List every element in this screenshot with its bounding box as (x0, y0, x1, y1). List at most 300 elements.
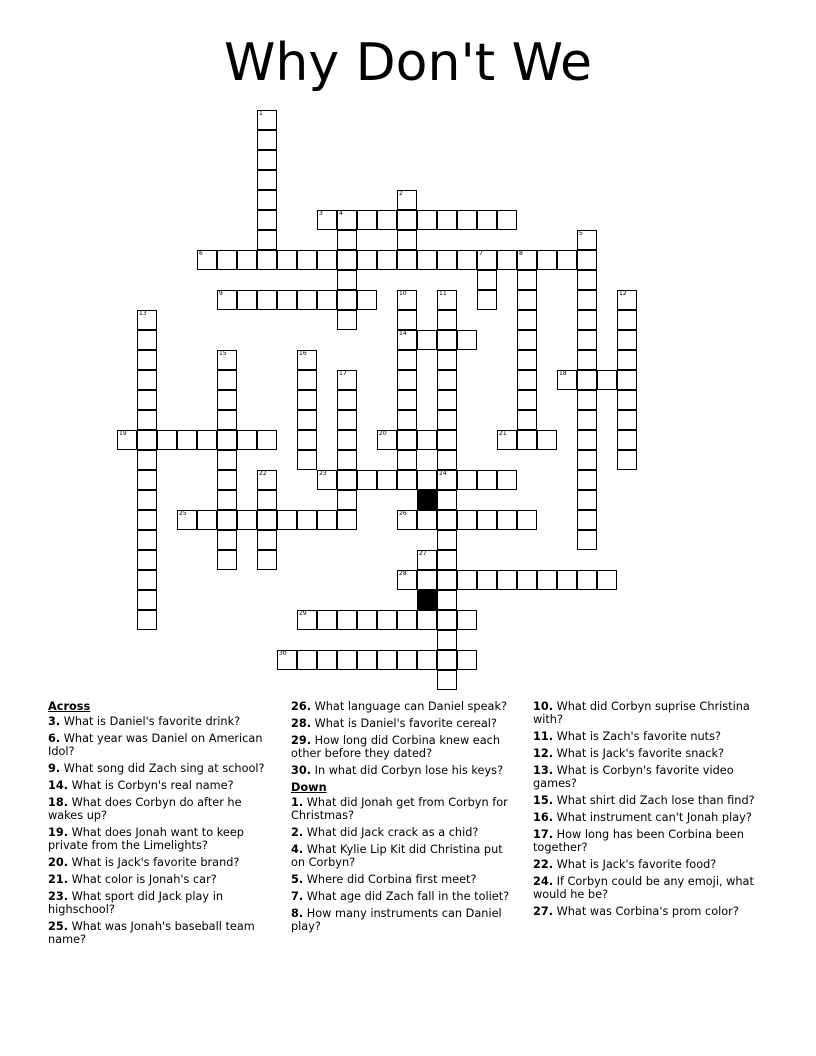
grid-cell[interactable] (157, 430, 177, 450)
clue-text: What age did Zach fall in the toliet? (303, 890, 510, 903)
grid-cell[interactable] (477, 570, 497, 590)
grid-cell[interactable] (477, 270, 497, 290)
grid-cell[interactable] (577, 250, 597, 270)
grid-cell[interactable] (517, 350, 537, 370)
clue-num: 23. (48, 890, 69, 903)
grid-cell[interactable] (257, 230, 277, 250)
grid-cell[interactable] (397, 510, 417, 530)
across-clue (291, 700, 519, 713)
grid-cell[interactable] (137, 610, 157, 630)
grid-cell[interactable] (377, 210, 397, 230)
down-clue (533, 811, 773, 824)
grid-cell[interactable] (337, 230, 357, 250)
grid-cell[interactable] (397, 390, 417, 410)
grid-cell[interactable] (357, 290, 377, 310)
grid-cell[interactable] (517, 510, 537, 530)
grid-cell[interactable] (437, 490, 457, 510)
grid-cell[interactable] (237, 510, 257, 530)
grid-cell[interactable] (597, 570, 617, 590)
grid-cell[interactable] (497, 210, 517, 230)
grid-cell[interactable] (577, 330, 597, 350)
grid-cell[interactable] (397, 430, 417, 450)
grid-cell[interactable] (197, 430, 217, 450)
grid-cell[interactable] (137, 590, 157, 610)
down-clue (291, 873, 519, 886)
down-clue (533, 794, 773, 807)
clues-column-2 (291, 700, 519, 937)
grid-cell[interactable] (137, 330, 157, 350)
grid-cell[interactable] (197, 510, 217, 530)
down-clue (533, 858, 773, 871)
grid-cell[interactable] (437, 590, 457, 610)
clue-text: What does Jonah want to keep private from the Limelights? (48, 826, 244, 852)
grid-cell[interactable] (577, 430, 597, 450)
grid-cell[interactable] (437, 510, 457, 530)
grid-cell[interactable] (477, 250, 497, 270)
grid-cell[interactable] (137, 510, 157, 530)
clue-text: What did Jonah get from Corbyn for Christmas? (291, 796, 508, 822)
grid-cell[interactable] (397, 290, 417, 310)
clue-text: What year was Daniel on American Idol? (48, 732, 263, 758)
grid-cell[interactable] (277, 290, 297, 310)
grid-cell[interactable] (257, 290, 277, 310)
grid-cell[interactable] (497, 470, 517, 490)
grid-cell[interactable] (517, 410, 537, 430)
across-clue (291, 734, 519, 760)
grid-cell[interactable] (517, 570, 537, 590)
grid-cell[interactable] (437, 570, 457, 590)
clue-text: What is Jack's favorite snack? (553, 747, 725, 760)
clues-column-1 (48, 700, 276, 950)
clue-num: 24. (533, 875, 554, 888)
black-square (417, 490, 437, 510)
clue-num: 11. (533, 730, 554, 743)
grid-cell[interactable] (437, 470, 457, 490)
grid-cell[interactable] (357, 250, 377, 270)
grid-cell[interactable] (397, 250, 417, 270)
grid-cell[interactable] (417, 570, 437, 590)
clues-column-3 (533, 700, 773, 922)
grid-cell[interactable] (397, 470, 417, 490)
grid-cell[interactable] (577, 570, 597, 590)
clue-num: 5. (291, 873, 304, 886)
grid-cell[interactable] (297, 350, 317, 370)
down-clue (533, 764, 773, 790)
grid-cell[interactable] (237, 430, 257, 450)
clue-number: 8 (519, 250, 523, 257)
clue-text: What was Jonah's baseball team name? (48, 920, 255, 946)
grid-cell[interactable] (137, 350, 157, 370)
grid-cell[interactable] (417, 250, 437, 270)
grid-cell[interactable] (397, 310, 417, 330)
clue-number: 9 (219, 290, 223, 297)
down-clue (291, 890, 519, 903)
clue-number: 10 (399, 290, 407, 297)
grid-cell[interactable] (577, 490, 597, 510)
grid-cell[interactable] (337, 210, 357, 230)
grid-cell[interactable] (517, 390, 537, 410)
grid-cell[interactable] (457, 210, 477, 230)
grid-cell[interactable] (477, 510, 497, 530)
grid-cell[interactable] (437, 530, 457, 550)
clue-number: 26 (399, 510, 407, 517)
grid-cell[interactable] (337, 290, 357, 310)
grid-cell[interactable] (337, 650, 357, 670)
grid-cell[interactable] (137, 450, 157, 470)
grid-cell[interactable] (517, 370, 537, 390)
grid-cell[interactable] (597, 370, 617, 390)
grid-cell[interactable] (397, 330, 417, 350)
grid-cell[interactable] (337, 410, 357, 430)
grid-cell[interactable] (277, 650, 297, 670)
grid-cell[interactable] (337, 470, 357, 490)
grid-cell[interactable] (397, 450, 417, 470)
grid-cell[interactable] (297, 450, 317, 470)
grid-cell[interactable] (337, 370, 357, 390)
down-clue (533, 828, 773, 854)
grid-cell[interactable] (577, 450, 597, 470)
grid-cell[interactable] (617, 450, 637, 470)
grid-cell[interactable] (317, 510, 337, 530)
grid-cell[interactable] (437, 330, 457, 350)
grid-cell[interactable] (297, 290, 317, 310)
grid-cell[interactable] (437, 610, 457, 630)
grid-cell[interactable] (437, 450, 457, 470)
grid-cell[interactable] (577, 410, 597, 430)
down-clue (291, 796, 519, 822)
grid-cell[interactable] (137, 550, 157, 570)
across-clue (48, 732, 276, 758)
grid-cell[interactable] (257, 170, 277, 190)
grid-cell[interactable] (557, 570, 577, 590)
clue-number: 15 (219, 350, 227, 357)
grid-cell[interactable] (217, 410, 237, 430)
grid-cell[interactable] (457, 470, 477, 490)
clue-num: 6. (48, 732, 61, 745)
grid-cell[interactable] (297, 610, 317, 630)
grid-cell[interactable] (297, 430, 317, 450)
grid-cell[interactable] (217, 510, 237, 530)
clue-text: How many instruments can Daniel play? (291, 907, 502, 933)
grid-cell[interactable] (617, 430, 637, 450)
clue-num: 8. (291, 907, 304, 920)
grid-cell[interactable] (617, 350, 637, 370)
clue-text: How long has been Corbina been together? (533, 828, 744, 854)
grid-cell[interactable] (557, 370, 577, 390)
grid-cell[interactable] (617, 370, 637, 390)
grid-cell[interactable] (337, 430, 357, 450)
clue-text: What does Corbyn do after he wakes up? (48, 796, 242, 822)
grid-cell[interactable] (237, 290, 257, 310)
grid-cell[interactable] (337, 390, 357, 410)
grid-cell[interactable] (397, 350, 417, 370)
grid-cell[interactable] (337, 250, 357, 270)
grid-cell[interactable] (457, 510, 477, 530)
grid-cell[interactable] (277, 250, 297, 270)
grid-cell[interactable] (477, 210, 497, 230)
grid-cell[interactable] (357, 470, 377, 490)
clue-num: 28. (291, 717, 312, 730)
grid-cell[interactable] (257, 470, 277, 490)
grid-cell[interactable] (217, 390, 237, 410)
down-clue (533, 905, 773, 918)
grid-cell[interactable] (417, 510, 437, 530)
grid-cell[interactable] (577, 230, 597, 250)
grid-cell[interactable] (537, 250, 557, 270)
grid-cell[interactable] (397, 190, 417, 210)
grid-cell[interactable] (377, 610, 397, 630)
grid-cell[interactable] (257, 490, 277, 510)
grid-cell[interactable] (137, 410, 157, 430)
grid-cell[interactable] (257, 510, 277, 530)
grid-cell[interactable] (197, 250, 217, 270)
clue-num: 16. (533, 811, 554, 824)
grid-cell[interactable] (417, 550, 437, 570)
down-clue (533, 730, 773, 743)
clue-number: 19 (119, 430, 127, 437)
grid-cell[interactable] (337, 270, 357, 290)
grid-cell[interactable] (417, 430, 437, 450)
grid-cell[interactable] (217, 470, 237, 490)
grid-cell[interactable] (517, 290, 537, 310)
grid-cell[interactable] (397, 650, 417, 670)
grid-cell[interactable] (617, 330, 637, 350)
grid-cell[interactable] (337, 450, 357, 470)
grid-cell[interactable] (337, 310, 357, 330)
grid-cell[interactable] (577, 290, 597, 310)
clue-num: 12. (533, 747, 554, 760)
grid-cell[interactable] (217, 350, 237, 370)
grid-cell[interactable] (217, 490, 237, 510)
grid-cell[interactable] (257, 550, 277, 570)
grid-cell[interactable] (417, 470, 437, 490)
clue-num: 29. (291, 734, 312, 747)
grid-cell[interactable] (497, 510, 517, 530)
grid-cell[interactable] (517, 330, 537, 350)
clue-num: 3. (48, 715, 61, 728)
grid-cell[interactable] (577, 530, 597, 550)
grid-cell[interactable] (437, 550, 457, 570)
clue-number: 27 (419, 550, 427, 557)
clue-num: 22. (533, 858, 554, 871)
grid-cell[interactable] (137, 370, 157, 390)
grid-cell[interactable] (617, 390, 637, 410)
grid-cell[interactable] (217, 430, 237, 450)
clue-number: 12 (619, 290, 627, 297)
grid-cell[interactable] (457, 650, 477, 670)
grid-cell[interactable] (337, 490, 357, 510)
grid-cell[interactable] (297, 510, 317, 530)
grid-cell[interactable] (257, 210, 277, 230)
grid-cell[interactable] (437, 290, 457, 310)
clue-text: What color is Jonah's car? (68, 873, 217, 886)
grid-cell[interactable] (357, 650, 377, 670)
clue-text: What did Corbyn suprise Christina with? (533, 700, 750, 726)
grid-cell[interactable] (577, 370, 597, 390)
clue-num: 1. (291, 796, 304, 809)
grid-cell[interactable] (437, 430, 457, 450)
grid-cell[interactable] (437, 250, 457, 270)
grid-cell[interactable] (437, 310, 457, 330)
across-clue (48, 826, 276, 852)
clue-number: 20 (379, 430, 387, 437)
down-clue (533, 747, 773, 760)
grid-cell[interactable] (337, 510, 357, 530)
grid-cell[interactable] (397, 210, 417, 230)
clue-number: 21 (499, 430, 507, 437)
clue-text: Where did Corbina first meet? (303, 873, 477, 886)
clue-number: 18 (559, 370, 567, 377)
grid-cell[interactable] (317, 250, 337, 270)
grid-cell[interactable] (297, 390, 317, 410)
grid-cell[interactable] (397, 370, 417, 390)
clue-text: What is Zach's favorite nuts? (553, 730, 721, 743)
clue-text: What language can Daniel speak? (311, 700, 508, 713)
grid-cell[interactable] (277, 510, 297, 530)
grid-cell[interactable] (297, 250, 317, 270)
clue-number: 22 (259, 470, 267, 477)
grid-cell[interactable] (437, 410, 457, 430)
grid-cell[interactable] (317, 290, 337, 310)
grid-cell[interactable] (517, 270, 537, 290)
grid-cell[interactable] (257, 250, 277, 270)
grid-cell[interactable] (217, 370, 237, 390)
grid-cell[interactable] (437, 370, 457, 390)
grid-cell[interactable] (437, 390, 457, 410)
grid-cell[interactable] (457, 610, 477, 630)
grid-cell[interactable] (377, 650, 397, 670)
grid-cell[interactable] (417, 330, 437, 350)
grid-cell[interactable] (137, 530, 157, 550)
clue-number: 5 (579, 230, 583, 237)
clue-num: 30. (291, 764, 312, 777)
clue-number: 29 (299, 610, 307, 617)
grid-cell[interactable] (437, 210, 457, 230)
grid-cell[interactable] (357, 610, 377, 630)
grid-cell[interactable] (377, 470, 397, 490)
grid-cell[interactable] (217, 250, 237, 270)
grid-cell[interactable] (577, 270, 597, 290)
clue-text: What is Corbyn's real name? (68, 779, 234, 792)
grid-cell[interactable] (337, 610, 357, 630)
grid-cell[interactable] (257, 150, 277, 170)
grid-cell[interactable] (317, 470, 337, 490)
grid-cell[interactable] (437, 650, 457, 670)
grid-cell[interactable] (117, 430, 137, 450)
grid-cell[interactable] (577, 390, 597, 410)
grid-cell[interactable] (257, 110, 277, 130)
grid-cell[interactable] (317, 610, 337, 630)
grid-cell[interactable] (217, 290, 237, 310)
grid-cell[interactable] (257, 190, 277, 210)
grid-cell[interactable] (237, 250, 257, 270)
grid-cell[interactable] (297, 410, 317, 430)
clue-num: 13. (533, 764, 554, 777)
grid-cell[interactable] (377, 430, 397, 450)
grid-cell[interactable] (357, 210, 377, 230)
grid-cell[interactable] (217, 450, 237, 470)
grid-cell[interactable] (517, 250, 537, 270)
grid-cell[interactable] (297, 370, 317, 390)
grid-cell[interactable] (497, 430, 517, 450)
grid-cell[interactable] (397, 230, 417, 250)
grid-cell[interactable] (397, 570, 417, 590)
grid-cell[interactable] (617, 290, 637, 310)
grid-cell[interactable] (477, 470, 497, 490)
grid-cell[interactable] (257, 130, 277, 150)
grid-cell[interactable] (317, 210, 337, 230)
grid-cell[interactable] (137, 470, 157, 490)
clue-number: 3 (319, 210, 323, 217)
grid-cell[interactable] (377, 250, 397, 270)
clue-text: What is Corbyn's favorite video games? (533, 764, 734, 790)
clue-num: 20. (48, 856, 69, 869)
clue-text: What instrument can't Jonah play? (553, 811, 752, 824)
clue-text: In what did Corbyn lose his keys? (311, 764, 504, 777)
grid-cell[interactable] (617, 410, 637, 430)
grid-cell[interactable] (437, 350, 457, 370)
grid-cell[interactable] (137, 570, 157, 590)
grid-cell[interactable] (457, 330, 477, 350)
grid-cell[interactable] (397, 610, 417, 630)
grid-cell[interactable] (217, 550, 237, 570)
grid-cell[interactable] (137, 490, 157, 510)
grid-cell[interactable] (177, 510, 197, 530)
clue-num: 7. (291, 890, 304, 903)
grid-cell[interactable] (137, 390, 157, 410)
grid-cell[interactable] (217, 530, 237, 550)
grid-cell[interactable] (257, 530, 277, 550)
grid-cell[interactable] (297, 650, 317, 670)
grid-cell[interactable] (437, 670, 457, 690)
grid-cell[interactable] (557, 250, 577, 270)
clue-num: 2. (291, 826, 304, 839)
grid-cell[interactable] (137, 310, 157, 330)
grid-cell[interactable] (417, 210, 437, 230)
clue-text: What was Corbina's prom color? (553, 905, 739, 918)
across-clue (48, 890, 276, 916)
grid-cell[interactable] (517, 430, 537, 450)
grid-cell[interactable] (397, 410, 417, 430)
grid-cell[interactable] (437, 630, 457, 650)
clue-num: 25. (48, 920, 69, 933)
down-clue (291, 907, 519, 933)
grid-cell[interactable] (477, 290, 497, 310)
clue-number: 4 (339, 210, 343, 217)
grid-cell[interactable] (497, 250, 517, 270)
grid-cell[interactable] (257, 430, 277, 450)
clue-text: What sport did Jack play in highschool? (48, 890, 223, 916)
clue-num: 10. (533, 700, 554, 713)
grid-cell[interactable] (577, 470, 597, 490)
grid-cell[interactable] (577, 350, 597, 370)
clue-num: 14. (48, 779, 69, 792)
grid-cell[interactable] (417, 610, 437, 630)
grid-cell[interactable] (457, 570, 477, 590)
grid-cell[interactable] (497, 570, 517, 590)
grid-cell[interactable] (577, 310, 597, 330)
grid-cell[interactable] (577, 510, 597, 530)
grid-cell[interactable] (517, 310, 537, 330)
grid-cell[interactable] (537, 570, 557, 590)
grid-cell[interactable] (457, 250, 477, 270)
grid-cell[interactable] (417, 650, 437, 670)
grid-cell[interactable] (137, 430, 157, 450)
grid-cell[interactable] (317, 650, 337, 670)
grid-cell[interactable] (617, 310, 637, 330)
grid-cell[interactable] (537, 430, 557, 450)
grid-cell[interactable] (177, 430, 197, 450)
